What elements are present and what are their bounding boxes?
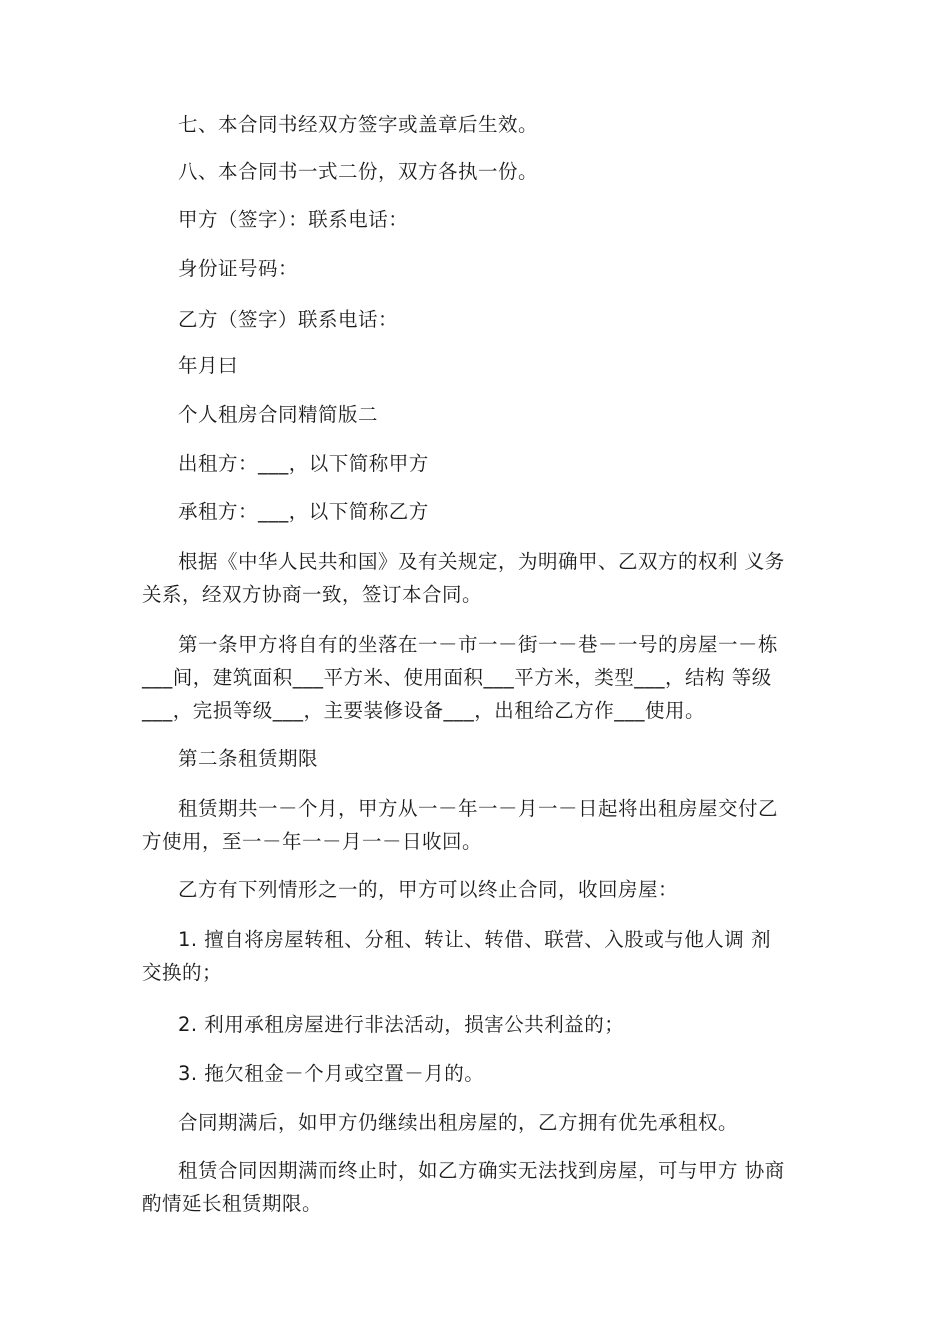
article-two-heading: 第二条租赁期限 xyxy=(178,747,319,770)
article-one-line-3: ___，完损等级___，主要装修设备___，出租给乙方作___使用。 xyxy=(142,699,706,722)
preamble-line-2: 关系，经双方协商一致，签订本合同。 xyxy=(142,583,483,606)
lease-term-line-1: 租赁期共一－个月，甲方从一－年一－月一－日起将出租房屋交付乙 xyxy=(178,797,779,820)
termination-item-2: 2. 利用承租房屋进行非法活动，损害公共利益的； xyxy=(178,1013,625,1036)
termination-item-1-line-1: 1. 擅自将房屋转租、分租、转让、转借、联营、入股或与他人调 剂 xyxy=(178,928,772,951)
extension-line-1: 租赁合同因期满而终止时，如乙方确实无法找到房屋，可与甲方 协商 xyxy=(178,1159,785,1182)
extension-line-2: 酌情延长租赁期限。 xyxy=(142,1192,323,1215)
id-number-line: 身份证号码： xyxy=(178,257,299,280)
clause-seven: 七、本合同书经双方签字或盖章后生效。 xyxy=(178,113,539,136)
lease-term-line-2: 方使用，至一－年一－月一－日收回。 xyxy=(142,830,483,853)
lessor-line: 出租方：___，以下简称甲方 xyxy=(178,452,429,475)
contract-subtitle: 个人租房合同精简版二 xyxy=(178,403,379,426)
termination-item-1-line-2: 交换的； xyxy=(142,961,223,984)
party-b-signature-line: 乙方（签字）联系电话： xyxy=(178,308,399,331)
date-line: 年月曰 xyxy=(178,354,239,377)
article-one-line-2: ___间，建筑面积___平方米、使用面积___平方米，类型___，结构 等级 xyxy=(142,666,772,689)
preamble-line-1: 根据《中华人民共和国》及有关规定，为明确甲、乙双方的权利 义务 xyxy=(178,550,785,573)
termination-item-3: 3. 拖欠租金－个月或空置－月的。 xyxy=(178,1062,485,1085)
article-one-line-1: 第一条甲方将自有的坐落在一－市一－街一－巷－一号的房屋一－栋 xyxy=(178,633,779,656)
lessee-line: 承租方：___，以下简称乙方 xyxy=(178,500,429,523)
party-a-signature-line: 甲方（签字）：联系电话： xyxy=(178,208,409,231)
clause-eight: 八、本合同书一式二份，双方各执一份。 xyxy=(178,160,539,183)
renewal-priority-line: 合同期满后，如甲方仍继续出租房屋的，乙方拥有优先承租权。 xyxy=(178,1111,739,1134)
termination-intro: 乙方有下列情形之一的，甲方可以终止合同，收回房屋： xyxy=(178,878,679,901)
